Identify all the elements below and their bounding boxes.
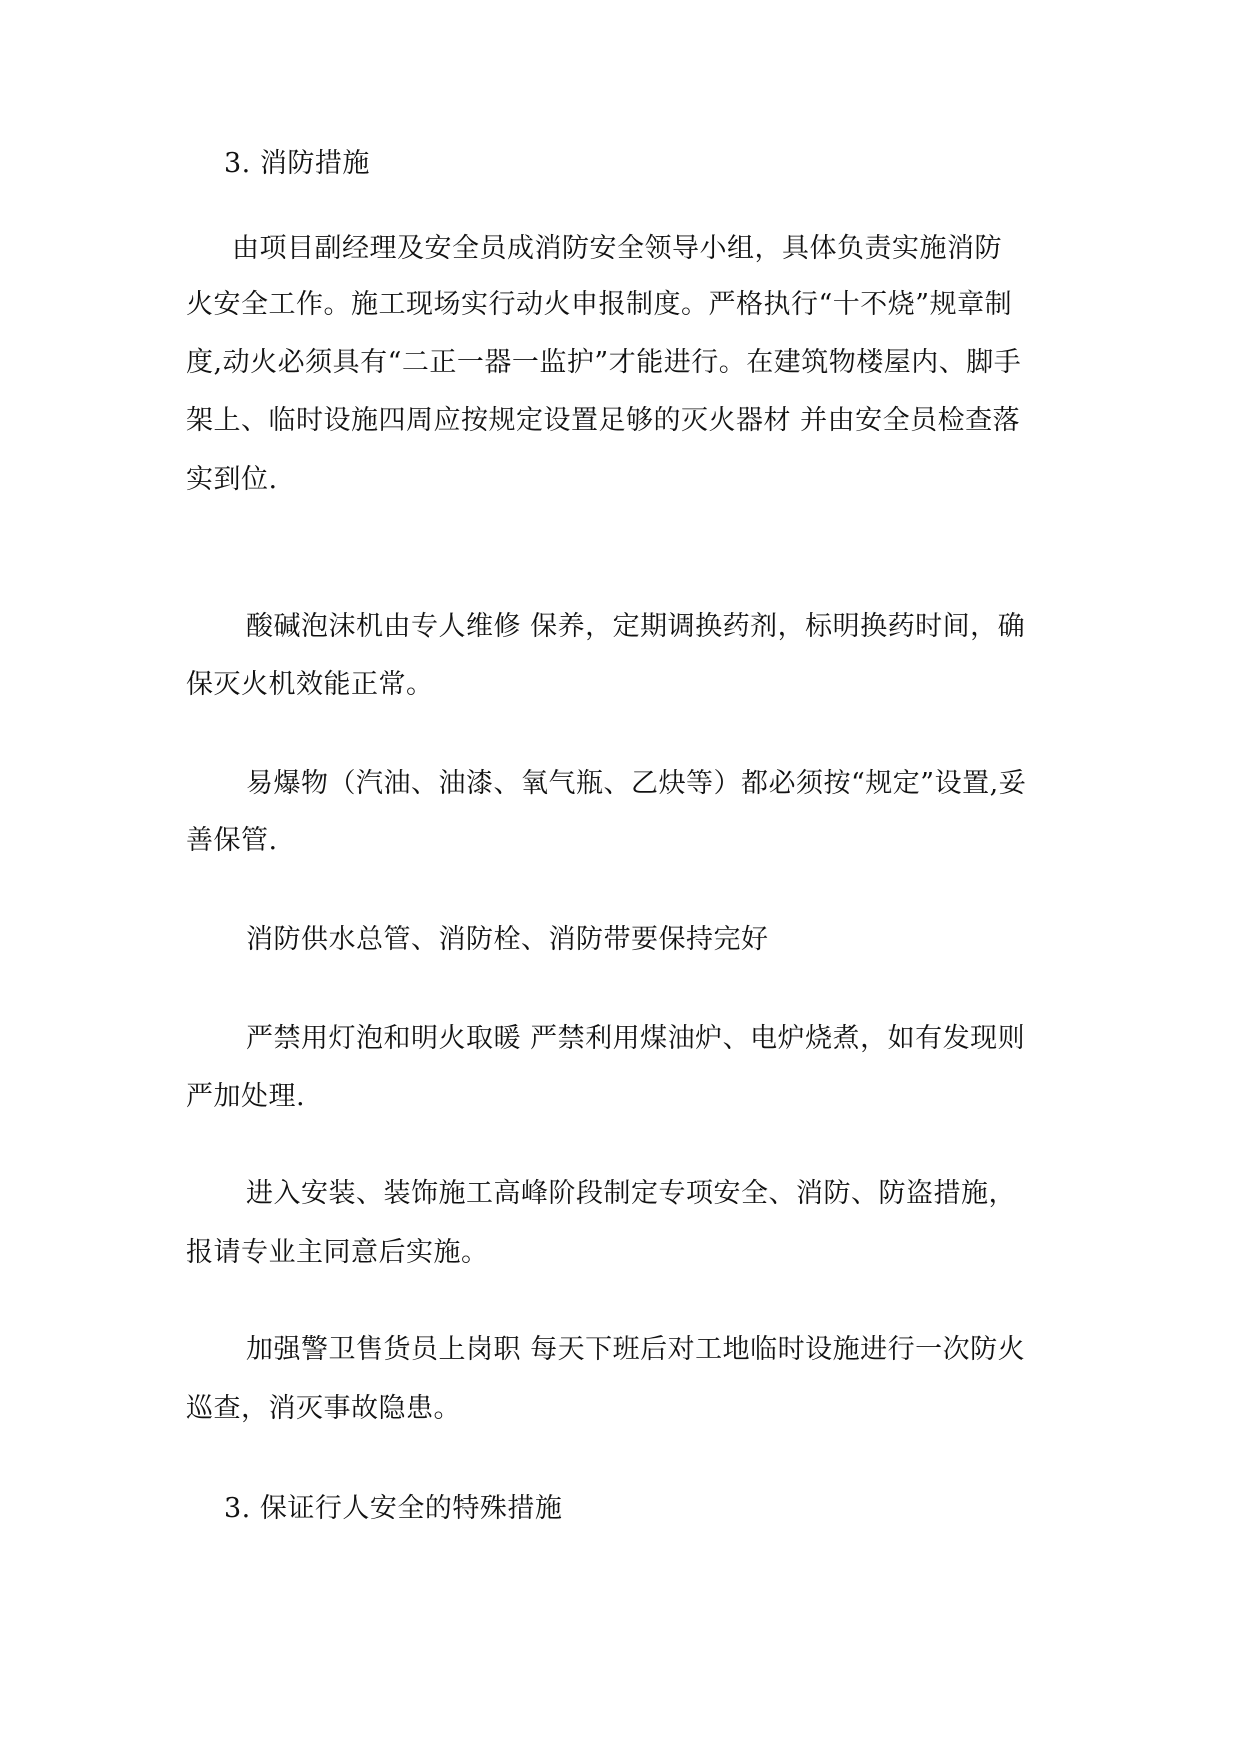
paragraph-2-line-1: 酸碱泡沫机由专人维修 保养，定期调换药剂，标明换药时间，确 xyxy=(246,611,1026,642)
paragraph-1-line-5: 实到位. xyxy=(186,464,278,495)
paragraph-3-line-2: 善保管. xyxy=(186,825,278,856)
paragraph-5-line-2: 严加处理. xyxy=(186,1081,306,1112)
section-heading-pedestrian-safety: 3. 保证行人安全的特殊措施 xyxy=(224,1493,563,1524)
paragraph-4-line-1: 消防供水总管、消防栓、消防带要保持完好 xyxy=(246,924,769,955)
paragraph-5-line-1: 严禁用灯泡和明火取暖 严禁利用煤油炉、电炉烧煮，如有发现则 xyxy=(246,1023,1026,1054)
paragraph-6-line-2: 报请专业主同意后实施。 xyxy=(186,1237,489,1268)
paragraph-3-line-1: 易爆物（汽油、油漆、氧气瓶、乙炔等）都必须按“规定”设置,妥 xyxy=(246,768,1027,799)
paragraph-6-line-1: 进入安装、装饰施工高峰阶段制定专项安全、消防、防盗措施， xyxy=(246,1178,1016,1209)
paragraph-1-line-3: 度,动火必须具有“二正一器一监护”才能进行。在建筑物楼屋内、脚手 xyxy=(186,347,1022,378)
paragraph-1-line-2: 火安全工作。施工现场实行动火申报制度。严格执行“十不烧”规章制 xyxy=(186,289,1013,320)
paragraph-1-line-1: 由项目副经理及安全员成消防安全领导小组，具体负责实施消防 xyxy=(232,233,1002,264)
section-heading-fire-measures: 3. 消防措施 xyxy=(224,148,370,179)
paragraph-7-line-2: 巡查，消灭事故隐患。 xyxy=(186,1393,461,1424)
paragraph-1-line-4: 架上、临时设施四周应按规定设置足够的灭火器材 并由安全员检查落 xyxy=(186,405,1021,436)
paragraph-2-line-2: 保灭火机效能正常。 xyxy=(186,669,434,700)
paragraph-7-line-1: 加强警卫售货员上岗职 每天下班后对工地临时设施进行一次防火 xyxy=(246,1334,1026,1365)
